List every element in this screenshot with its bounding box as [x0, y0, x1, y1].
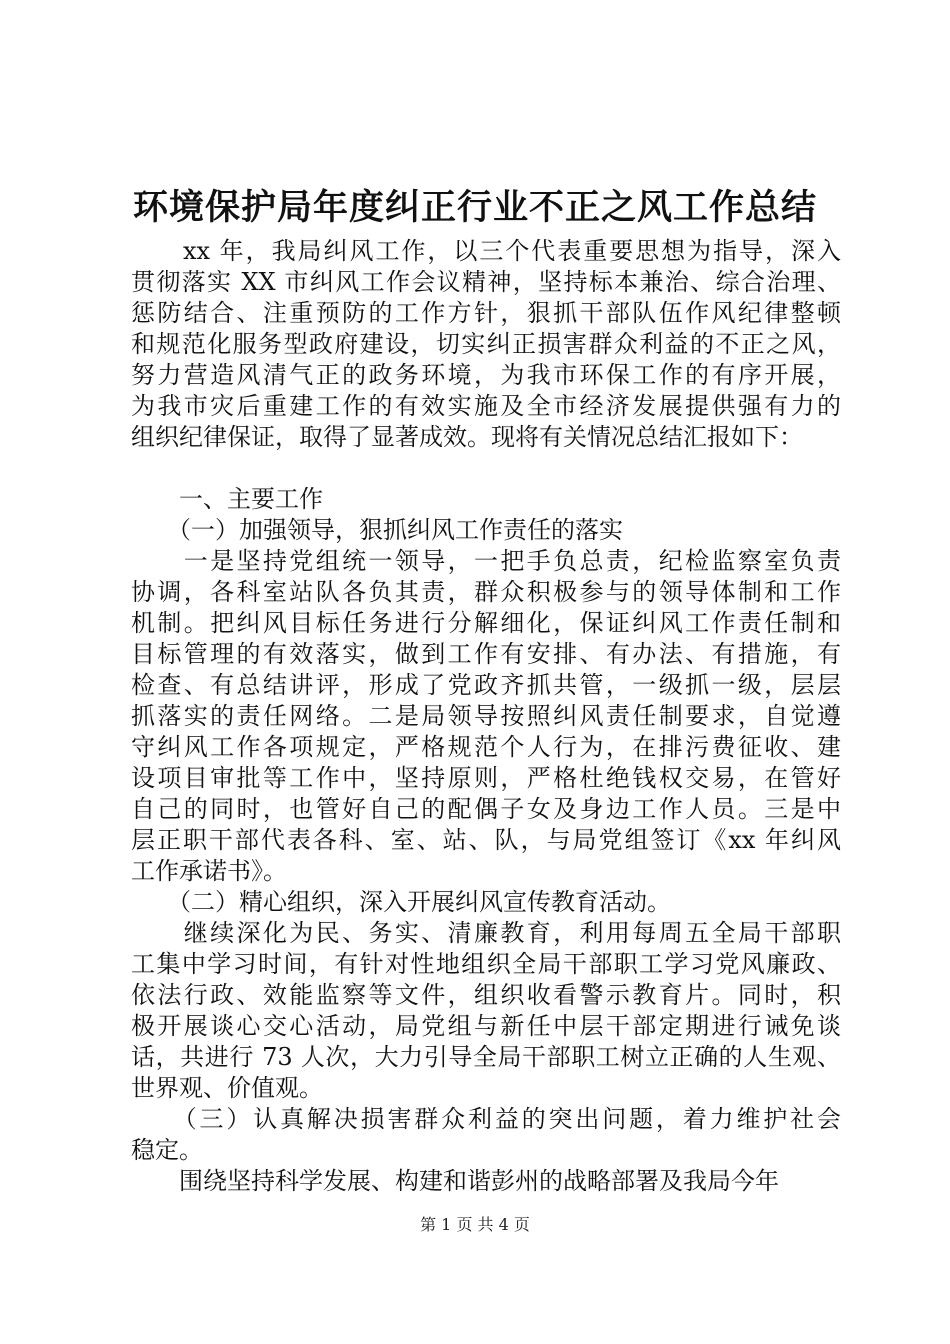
text-line: 检查、有总结讲评，形成了党政齐抓共管，一级抓一级，层层 [131, 671, 841, 699]
text-line: （三）认真解决损害群众利益的突出问题，着力维护社会 [131, 1105, 841, 1133]
text-line: 世界观、价值观。 [131, 1074, 323, 1102]
document-body [131, 236, 841, 1197]
page-footer: 第 1 页 共 4 页 [420, 1215, 530, 1234]
text-line: 话，共进行 73 人次，大力引导全局干部职工树立正确的人生观、 [131, 1043, 841, 1071]
text-line: 和规范化服务型政府建设，切实纠正损害群众利益的不正之风， [131, 330, 841, 358]
text-line: 惩防结合、注重预防的工作方针，狠抓干部队伍作风纪律整顿 [131, 299, 841, 327]
text-line: 协调，各科室站队各负其责，群众积极参与的领导体制和工作 [131, 578, 841, 606]
text-line: 机制。把纠风目标任务进行分解细化，保证纠风工作责任制和 [131, 609, 841, 637]
text-line: 守纠风工作各项规定，严格规范个人行为，在排污费征收、建 [131, 733, 841, 761]
text-line: 抓落实的责任网络。二是局领导按照纠风责任制要求，自觉遵 [131, 702, 841, 730]
text-line: 努力营造风清气正的政务环境，为我市环保工作的有序开展， [131, 361, 841, 389]
paragraph-gap [131, 453, 841, 484]
text-line: 围绕坚持科学发展、构建和谐彭州的战略部署及我局今年 [131, 1167, 779, 1195]
text-line: 工作承诺书》。 [131, 857, 287, 885]
text-line: 为我市灾后重建工作的有效实施及全市经济发展提供强有力的 [131, 392, 841, 420]
text-line: xx 年，我局纠风工作，以三个代表重要思想为指导，深入 [131, 237, 841, 265]
text-line: 一、主要工作 [131, 485, 323, 513]
text-line: 组织纪律保证，取得了显著成效。现将有关情况总结汇报如下： [131, 423, 803, 451]
text-line: 设项目审批等工作中，坚持原则，严格杜绝钱权交易，在管好 [131, 764, 841, 792]
text-line: 工集中学习时间，有针对性地组织全局干部职工学习党风廉政、 [131, 950, 841, 978]
text-line: 层正职干部代表各科、室、站、队，与局党组签订《xx 年纠风 [131, 826, 841, 854]
text-line: 自己的同时，也管好自己的配偶子女及身边工作人员。三是中 [131, 795, 841, 823]
text-line: 贯彻落实 XX 市纠风工作会议精神，坚持标本兼治、综合治理、 [131, 268, 841, 296]
text-line: 稳定。 [131, 1136, 203, 1164]
text-line: 依法行政、效能监察等文件，组织收看警示教育片。同时，积 [131, 981, 841, 1009]
text-line: （一）加强领导，狠抓纠风工作责任的落实 [131, 516, 623, 544]
text-line: 目标管理的有效落实，做到工作有安排、有办法、有措施，有 [131, 640, 841, 668]
text-line: 极开展谈心交心活动，局党组与新任中层干部定期进行诫免谈 [131, 1012, 841, 1040]
text-line: （二）精心组织，深入开展纠风宣传教育活动。 [131, 888, 671, 916]
document-title: 环境保护局年度纠正行业不正之风工作总结 [132, 187, 817, 228]
text-line: 继续深化为民、务实、清廉教育，利用每周五全局干部职 [131, 919, 841, 947]
text-line: 一是坚持党组统一领导，一把手负总责，纪检监察室负责 [131, 547, 841, 575]
